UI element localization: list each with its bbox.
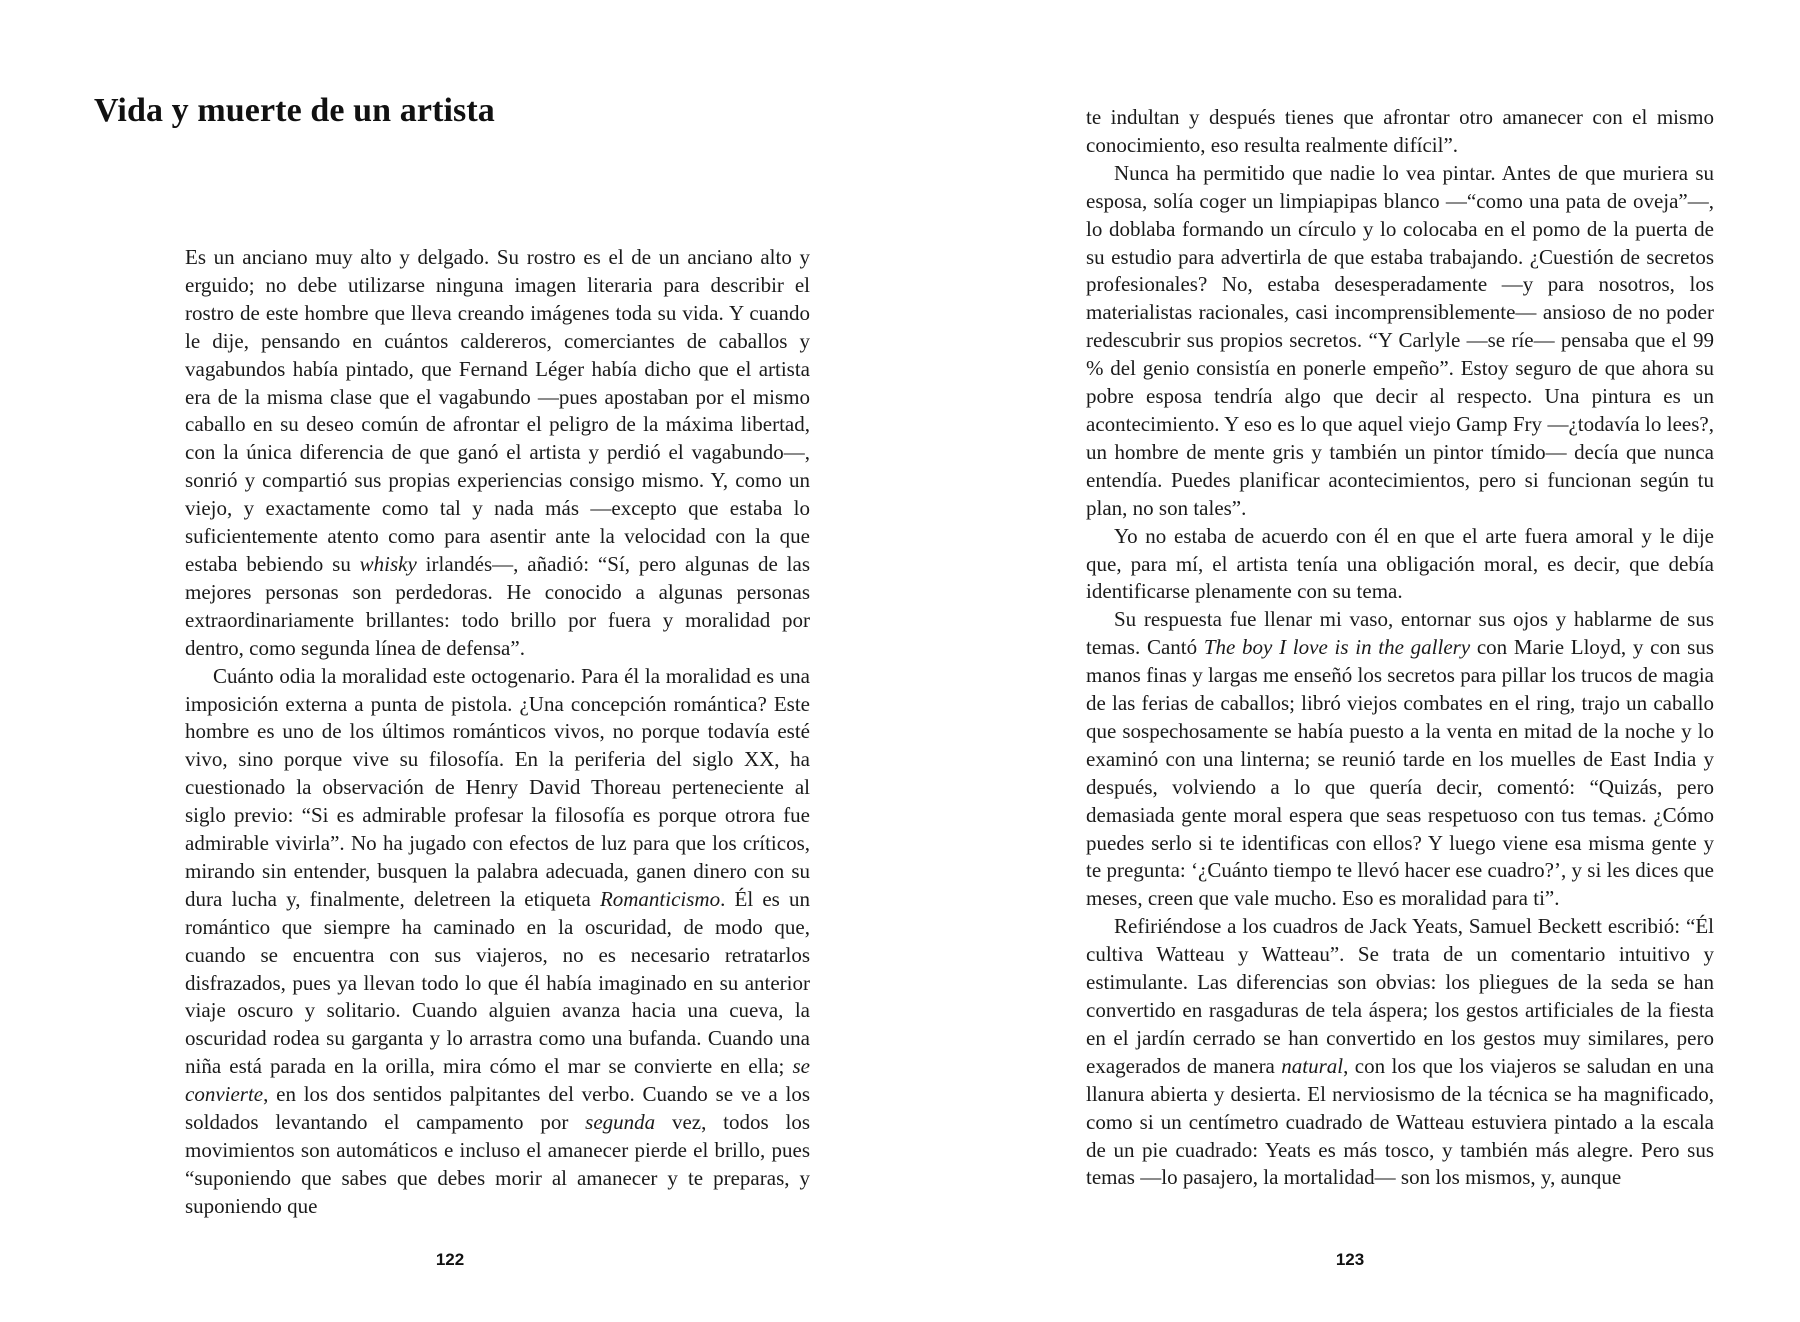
paragraph: Yo no estaba de acuerdo con él en que el arte fuera amoral y le dije que, para mí, el artista tenía una obligación moral, es decir, que debía identificarse plenamente con su tema. [1086,523,1714,604]
right-page [900,0,1800,1322]
paragraph: Es un anciano muy alto y delgado. Su rostro es el de un anciano alto y erguido; no debe utilizarse ninguna imagen literaria para describir el rostro de este hombre que lleva creando imágenes toda su vida. Y cuando le dije, pensando en cuántos caldereros, comerciantes de caballos y vagabundos había pintado, que Fernand Léger había dicho que el artista era de la misma clase que el vagabundo —pues apostaban por el mismo caballo en su deseo común de afrontar el peligro de la máxima libertad, con la única diferencia de que ganó el artista y perdió el vagabundo—, sonrió y compartió sus propias experiencias consigo mismo. Y, como un viejo, y exactamente como tal y nada más —excepto que estaba lo suficientemente atento como para asentir ante la velocidad con la que estaba bebiendo su whisky irlandés—, añadió: “Sí, pero algunas de las mejores personas son perdedoras. He conocido a algunas personas extraordinariamente brillantes: todo brillo por fuera y moralidad por dentro, como segunda línea de defensa”. [185,245,810,660]
paragraph: Nunca ha permitido que nadie lo vea pintar. Antes de que muriera su esposa, solía coger un limpiapipas blanco —“como una pata de oveja”—, lo doblaba formando un círculo y lo colocaba en el pomo de la puerta de su estudio para advertirla de que estaba trabajando. ¿Cuestión de secretos profesionales? No, estaba desesperadamente —y para nosotros, los materialistas racionales, casi incomprensiblemente— ansioso de no poder redescubrir sus propios secretos. “Y Carlyle —se ríe— pensaba que el 99 % del genio consistía en ponerle empeño”. Estoy seguro de que ahora su pobre esposa tendría algo que decir al respecto. Una pintura es un acontecimiento. Y eso es lo que aquel viejo Gamp Fry —¿todavía lo lees?, un hombre de mente gris y también un pintor tímido— decía que nunca entendía. Puedes planificar acontecimientos, pero si funcionan según tu plan, no son tales”. [1086,160,1714,520]
chapter-title: Vida y muerte de un artista [94,92,495,129]
paragraph: Su respuesta fue llenar mi vaso, entornar sus ojos y hablarme de sus temas. Cantó The boy I love is in the gallery con Marie Lloyd, y con sus manos finas y largas me enseñó los secretos para pillar los trucos de magia de las ferias de caballos; libró viejos combates en el ring, trajo un caballo que sospechosamente se había puesto a la venta en mitad de la noche y lo examinó con una linterna; se reunió tarde en los muelles de East India y después, volviendo a lo que quería decir, comentó: “Quizás, pero demasiada gente moral espera que seas respetuoso con tus temas. ¿Cómo puedes serlo si te identificas con ellos? Y luego viene esa misma gente y te pregunta: ‘¿Cuánto tiempo te llevó hacer ese cuadro?’, y si les dices que meses, creen que vale mucho. Eso es moralidad para ti”. [1086,607,1714,911]
right-body-text [1086,104,1714,1192]
page-number: 123 [1335,1250,1365,1269]
page-number: 122 [435,1250,465,1269]
paragraph: te indultan y después tienes que afrontar otro amanecer con el mismo conocimiento, eso resulta realmente difícil”. [1086,105,1714,157]
paragraph: Cuánto odia la moralidad este octogenario. Para él la moralidad es una imposición externa a punta de pistola. ¿Una concepción romántica? Este hombre es uno de los últimos románticos vivos, no porque todavía esté vivo, sino porque vive su filosofía. En la periferia del siglo XX, ha cuestionado la observación de Henry David Thoreau perteneciente al siglo previo: “Si es admirable profesar la filosofía es porque otrora fue admirable vivirla”. No ha jugado con efectos de luz para que los críticos, mirando sin entender, busquen la palabra adecuada, ganen dinero con su dura lucha y, finalmente, deletreen la etiqueta Romanticismo. Él es un romántico que siempre ha caminado en la oscuridad, de modo que, cuando se encuentra con sus viajeros, no es necesario retratarlos disfrazados, pues ya llevan todo lo que él había imaginado en su anterior viaje oscuro y solitario. Cuando alguien avanza hacia una cueva, la oscuridad rodea su garganta y lo arrastra como una bufanda. Cuando una niña está parada en la orilla, mira cómo el mar se convierte en ella; se convierte, en los dos sentidos palpitantes del verbo. Cuando se ve a los soldados levantando el campamento por segunda vez, todos los movimientos son automáticos e incluso el amanecer pierde el brillo, pues “suponiendo que sabes que debes morir al amanecer y te preparas, y suponiendo que [185,663,810,1218]
paragraph: Refiriéndose a los cuadros de Jack Yeats, Samuel Beckett escribió: “Él cultiva Watteau y Watteau”. Se trata de un comentario intuitivo y estimulante. Las diferencias son obvias: los pliegues de la seda se han convertido en rasgaduras de tela áspera; los gestos artificiales de la fiesta en el jardín cerrado se han convertido en los gestos muy similares, pero exagerados de manera natural, con los que los viajeros se saludan en una llanura abierta y desierta. El nerviosismo de la técnica se ha magnificado, como si un centímetro cuadrado de Watteau estuviera pintado a la escala de un pie cuadrado: Yeats es más tosco, y también más alegre. Pero sus temas —lo pasajero, la mortalidad— son los mismos, y, aunque [1086,914,1714,1190]
left-body-text [185,244,810,1221]
